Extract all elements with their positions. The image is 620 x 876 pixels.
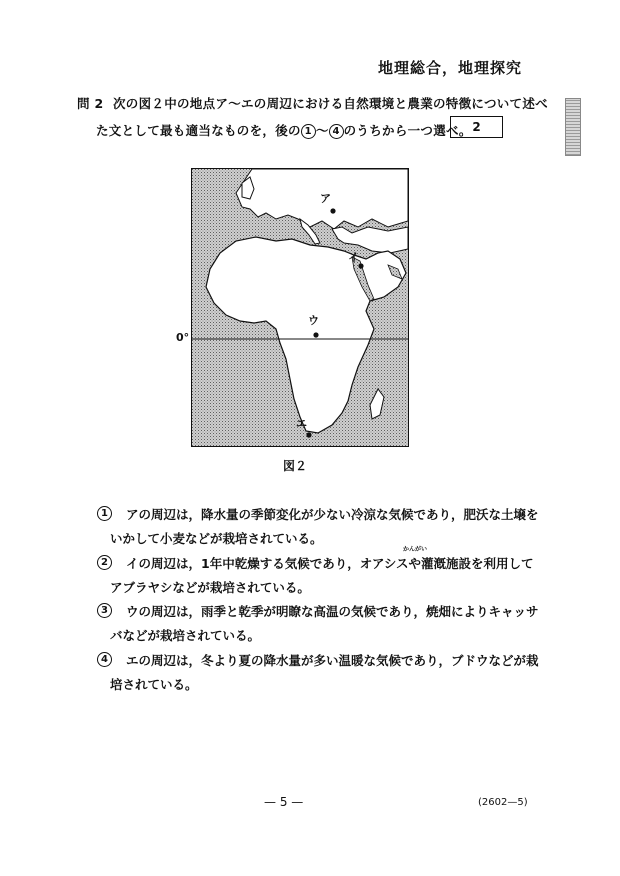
point-e-marker	[306, 432, 311, 437]
figure-caption: 図２	[283, 459, 308, 473]
circled-number-4: 4	[329, 124, 344, 139]
question-text-pre: た文として最も適当なものを，後の	[96, 123, 301, 138]
question-text-line2	[96, 121, 472, 139]
choice-2-line1: イの周辺は，1年中乾燥する気候であり，オアシスや灌漑施設を利用して	[126, 556, 534, 571]
point-u-marker	[313, 332, 318, 337]
question-text-line1: 次の図２中の地点ア～エの周辺における自然環境と農業の特徴について述べ	[113, 96, 548, 111]
ruby-kangai: かんがい	[403, 546, 428, 553]
choice-4-line1: エの周辺は，冬より夏の降水量が多い温暖な気候であり，ブドウなどが栽	[126, 653, 539, 668]
africa-map	[191, 168, 409, 447]
choice-1-line2: いかして小麦などが栽培されている。	[110, 531, 323, 546]
choice-3-line2: バなどが栽培されている。	[110, 628, 261, 643]
point-a-label: ア	[320, 192, 331, 205]
equator-label: 0°	[176, 331, 190, 344]
side-index-tab	[565, 98, 581, 156]
circled-number-2: 2	[97, 555, 112, 570]
africa-map-svg	[192, 169, 408, 446]
circled-number-4: 4	[97, 652, 112, 667]
choice-3-number	[97, 602, 112, 618]
page-number: — 5 —	[264, 795, 304, 809]
answer-box: 2	[450, 116, 503, 138]
point-e-label: エ	[296, 417, 307, 430]
circled-number-1: 1	[97, 506, 112, 521]
choice-3-line1: ウの周辺は，雨季と乾季が明瞭な高温の気候であり，焼畑によりキャッサ	[126, 604, 539, 619]
exam-code: (2602—5)	[478, 797, 528, 808]
point-a-marker	[330, 208, 335, 213]
choice-2-number	[97, 554, 112, 570]
choice-2-line2: アブラヤシなどが栽培されている。	[110, 580, 310, 595]
tilde: ～	[315, 123, 329, 138]
point-i-label: イ	[348, 251, 359, 264]
choice-4-number	[97, 651, 112, 667]
question-number: 問 2	[77, 96, 104, 111]
subject-header: 地理総合，地理探究	[377, 59, 522, 77]
choice-1-line1: アの周辺は，降水量の季節変化が少ない冷涼な気候であり，肥沃な土壌を	[126, 507, 539, 522]
question-text-post: のうちから一つ選べ。	[343, 123, 472, 138]
point-u-label: ウ	[308, 314, 319, 327]
choice-4-line2: 培されている。	[110, 677, 198, 692]
point-i-marker	[358, 263, 363, 268]
choice-1-number	[97, 505, 112, 521]
circled-number-1: 1	[301, 124, 316, 139]
circled-number-3: 3	[97, 603, 112, 618]
